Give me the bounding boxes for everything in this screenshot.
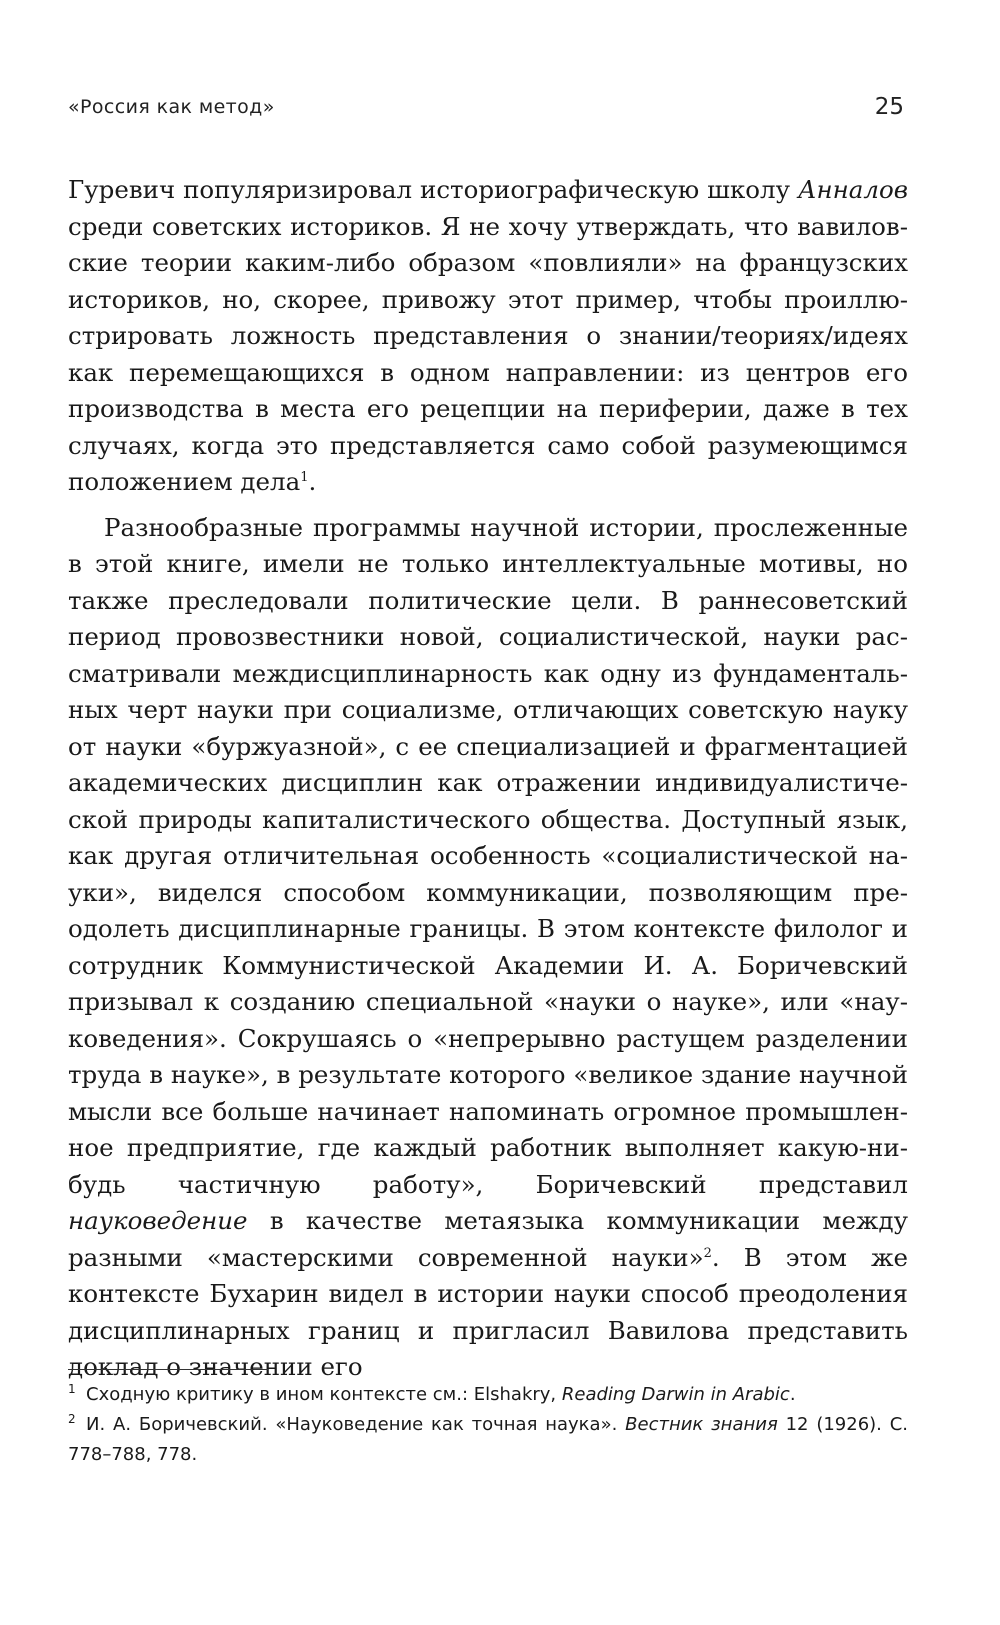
text-run: Сходную критику в ином контексте см.: Elshakry, bbox=[86, 1384, 562, 1405]
text-run: . bbox=[308, 467, 317, 496]
footnote-2: 2 И. А. Боричевский. «Науковедение как точная наука». Вестник знания 12 (1926). С. 778–788, 778. bbox=[68, 1412, 909, 1465]
footnote-divider bbox=[68, 1369, 268, 1370]
footnote-ref-1[interactable]: 1 bbox=[300, 469, 309, 485]
footnote-ref-2[interactable]: 2 bbox=[703, 1245, 712, 1261]
text-run: . В этом же контексте Бухарин видел в истории науки способ преодоления дисциплинарных границ и пригласил Вавилова представить доклад о значении его bbox=[68, 1242, 908, 1381]
text-run: И. А. Боричевский. «Науковедение как точная наука». bbox=[86, 1414, 626, 1435]
text-run: Разнообразные программы научной истории, прослеженные в этой книге, имели не только интеллектуальные мотивы, но также преследовали политические цели. В раннесоветский период провозвестники новой, социалистической, науки рассматривали междисциплинарность как одну из фундаментальных черт науки при социализме, отличающих советскую науку от науки «буржуазной», с ее специализацией и фрагментацией академических дисциплин как отражении индивидуалистической природы капиталистического общества. Доступный язык, как другая отличительная особенность «социалистической науки», виделся способом коммуникации, позволяющим преодолеть дисциплинарные границы. В этом контексте филолог и сотрудник Коммунистической Академии И. А. Боричевский призывал к созданию специальной «науки о науке», или «науковедения». Сокрушаясь о «непрерывно растущем разделении труда в науке», в результате которого «великое здание научной мысли все больше начинает напоминать огромное промышленное предприятие, где каждый работник выполняет какую-нибудь частичную работу», Боричевский представил bbox=[68, 512, 908, 1199]
italic-title: Вестник знания bbox=[625, 1414, 778, 1435]
italic-title: Reading Darwin in Arabic bbox=[561, 1384, 790, 1405]
text-run: 12 (1926). С. 778–788, 778. bbox=[68, 1414, 909, 1465]
running-head: «Россия как метод» bbox=[68, 96, 275, 118]
footnotes bbox=[68, 1380, 908, 1470]
italic-term: Анналов bbox=[797, 175, 908, 204]
text-run: . bbox=[789, 1384, 796, 1405]
main-text bbox=[68, 172, 908, 1386]
paragraph-1 bbox=[68, 172, 908, 501]
text-run: в качестве метаязыка коммуникации между разными «мастерскими современной науки» bbox=[68, 1206, 908, 1272]
italic-term: науковедение bbox=[68, 1206, 248, 1235]
text-run: Гуревич популяризировал историографическую школу bbox=[68, 175, 798, 204]
page-number: 25 bbox=[874, 94, 904, 120]
footnote-1: 1 Сходную критику в ином контексте см.: Elshakry, Reading Darwin in Arabic. bbox=[68, 1382, 796, 1405]
paragraph-2 bbox=[68, 510, 908, 1386]
text-run: среди советских историков. Я не хочу утверждать, что вавиловские теории каким-либо образом «повлияли» на французских историков, но, скорее, привожу этот пример, чтобы проиллюстрировать ложность представления о знании/теориях/идеях как перемещающихся в одном направлении: из центров его производства в места его рецепции на периферии, даже в тех случаях, когда это представляется само собой разумеющимся положением дела bbox=[68, 211, 908, 496]
